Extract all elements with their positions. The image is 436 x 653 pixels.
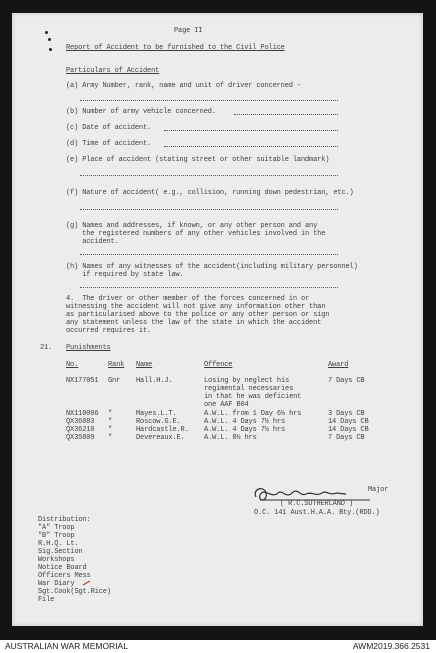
distribution-entry: Officers Mess — [38, 572, 91, 580]
paragraph-4-line: any statement unless the law of the state in which the accident — [66, 319, 322, 327]
item-h-line-2: if required by state law. — [66, 271, 184, 279]
row-rank: " — [108, 410, 113, 418]
section-heading: Particulars of Accident — [66, 67, 160, 75]
distribution-entry: Notice Board — [38, 564, 87, 572]
row-name: Hall.H.J. — [136, 377, 173, 385]
signatory-unit: O.C. 141 Aust.H.A.A. Bty.(RDD.) — [254, 509, 380, 517]
row-offence-line: A.W.L. 4 Days 7½ hrs — [204, 418, 286, 426]
punishments-heading: Punishments — [66, 344, 111, 352]
row-rank: " — [108, 418, 113, 426]
item-g-line-3: accident. — [66, 238, 119, 246]
distribution-heading: Distribution: — [38, 516, 91, 524]
row-no: NX110096 — [66, 410, 99, 418]
distribution-entry: Sgt.Cook(Sgt.Rice) — [38, 588, 111, 596]
row-rank: " — [108, 434, 113, 442]
paragraph-4-line: occurred requires it. — [66, 327, 152, 335]
blank-line — [80, 175, 338, 176]
row-no: QX35809 — [66, 434, 95, 442]
footer-source: AUSTRALIAN WAR MEMORIAL — [5, 641, 128, 651]
document-page — [12, 13, 423, 626]
row-offence-line: A.W.L. from 1 Day 6½ hrs — [204, 410, 302, 418]
blank-line — [164, 146, 338, 147]
row-no: QX36210 — [66, 426, 95, 434]
row-rank: Gnr — [108, 377, 121, 385]
row-offence-line: A.W.L. 4 Days 7½ hrs — [204, 426, 286, 434]
row-offence-line: one AAF B04 — [204, 401, 249, 409]
red-tick-mark — [82, 579, 92, 587]
item-e-label: (e) Place of accident (stating street or other suitable landmark) — [66, 156, 330, 164]
paragraph-4-line: witnessing the accident will not give any information other than — [66, 303, 326, 311]
column-header-award: Award — [328, 361, 349, 369]
blank-line — [80, 209, 338, 210]
blank-line — [80, 254, 338, 255]
row-award: 14 Days CB — [328, 426, 369, 434]
column-header-no: No. — [66, 361, 79, 369]
row-award: 7 Days CB — [328, 377, 365, 385]
section-number: 21. — [40, 344, 53, 352]
item-g-line-1: (g) Names and addresses, if known, or any other person and any — [66, 222, 318, 230]
row-name: Mayes.L.T. — [136, 410, 177, 418]
paragraph-4-line: 4. The driver or other member of the forces concerned in or — [66, 295, 310, 303]
row-offence-line: A.W.L. 8½ hrs — [204, 434, 257, 442]
item-d-label: (d) Time of accident. — [66, 140, 152, 148]
paragraph-4-line: as particularised above to the police or any other person or sign — [66, 311, 330, 319]
distribution-entry: R.H.Q. Lt. — [38, 540, 79, 548]
row-offence-line: regimental necessaries — [204, 385, 294, 393]
item-b-label: (b) Number of army vehicle concerned. — [66, 108, 216, 116]
blank-line — [80, 100, 338, 101]
report-title: Report of Accident to be furnished to the Civil Police — [66, 44, 285, 52]
distribution-entry: Workshops — [38, 556, 75, 564]
column-header-rank: Rank — [108, 361, 125, 369]
blank-line — [164, 130, 338, 131]
item-f-label: (f) Nature of accident( e.g., collision, running down pedestrian, etc.) — [66, 189, 354, 197]
distribution-entry: "A" Troop — [38, 524, 75, 532]
distribution-entry: "B" Troop — [38, 532, 75, 540]
row-name: Roscow.G.E. — [136, 418, 181, 426]
footer-accession-number: AWM2019.366.2531 — [352, 641, 430, 651]
item-c-label: (c) Date of accident. — [66, 124, 152, 132]
row-name: Hardcastle.R. — [136, 426, 189, 434]
row-offence-line: Losing by neglect his — [204, 377, 290, 385]
item-g-line-2: the registered numbers of any other vehicles involved in the — [66, 230, 326, 238]
row-no: NX177051 — [66, 377, 99, 385]
punch-hole-mark — [45, 31, 48, 34]
item-a-label: (a) Army Number, rank, name and unit of driver concerned - — [66, 82, 301, 90]
row-name: Devereaux.E. — [136, 434, 185, 442]
column-header-name: Name — [136, 361, 153, 369]
blank-line — [234, 114, 338, 115]
distribution-entry: War Diary — [38, 580, 75, 588]
row-award: 14 Days CB — [328, 418, 369, 426]
signatory-name: ( R.C.SUTHERLAND ) — [280, 500, 353, 508]
row-award: 7 Days CB — [328, 434, 365, 442]
row-award: 3 Days CB — [328, 410, 365, 418]
blank-line — [80, 287, 338, 288]
item-h-line-1: (h) Names of any witnesses of the accident(including military personnel) — [66, 263, 358, 271]
row-offence-line: in that he was deficient — [204, 393, 302, 401]
row-no: QX36083 — [66, 418, 95, 426]
punch-hole-mark — [49, 48, 52, 51]
punch-hole-mark — [48, 38, 51, 41]
page-label: Page II — [174, 27, 203, 35]
row-rank: " — [108, 426, 113, 434]
column-header-offence: Offence — [204, 361, 233, 369]
distribution-entry: File — [38, 596, 55, 604]
distribution-entry: Sig.Section — [38, 548, 83, 556]
signatory-rank: Major — [368, 486, 389, 494]
